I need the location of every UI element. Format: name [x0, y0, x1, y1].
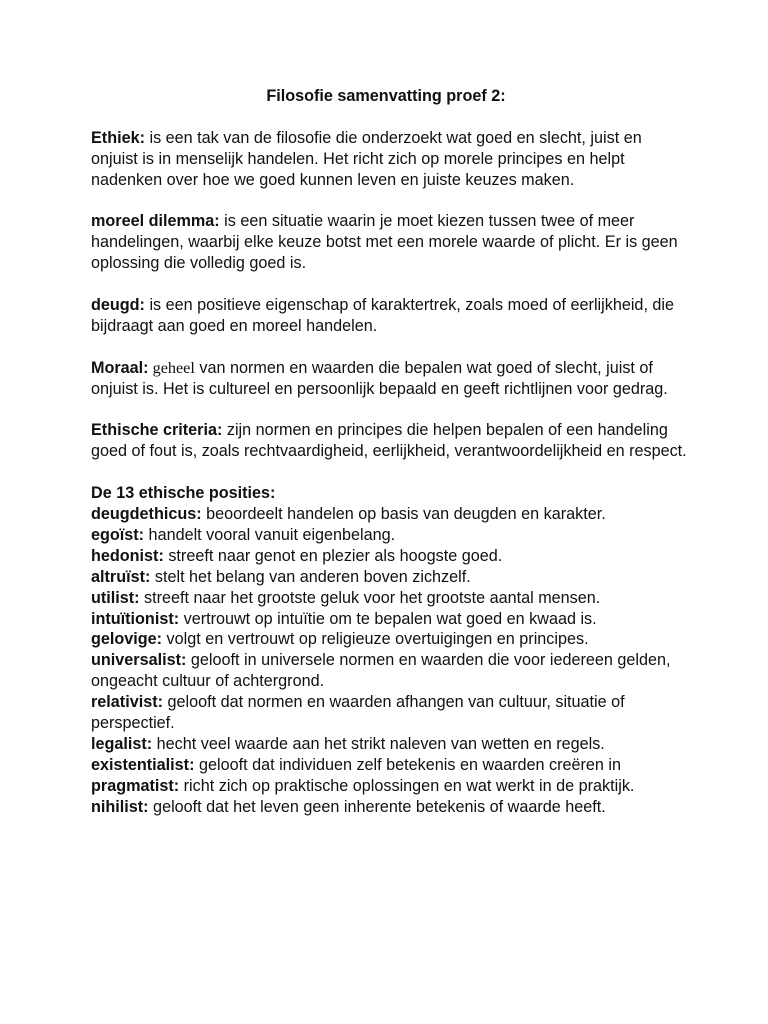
position-universalist	[91, 650, 691, 692]
position-gelovige	[91, 629, 691, 650]
position-term: hedonist:	[91, 546, 164, 565]
definition-serif-word: geheel	[148, 358, 195, 377]
position-text: gelooft dat normen en waarden afhangen van cultuur, situatie of perspectief.	[91, 693, 625, 733]
position-text: streeft naar het grootste geluk voor het grootste aantal mensen.	[139, 588, 601, 607]
position-altruist	[91, 567, 691, 588]
position-pragmatist	[91, 776, 691, 797]
position-term: existentialist:	[91, 755, 195, 774]
position-nihilist	[91, 797, 691, 818]
position-term: intuïtionist:	[91, 609, 180, 628]
definition-ethische-criteria	[91, 420, 691, 462]
definition-text: zijn normen en principes die helpen bepalen of een handeling goed of fout is, zoals rechtvaardigheid, eerlijkheid, verantwoordelijkheid en respect.	[91, 421, 687, 461]
position-text: gelooft in universele normen en waarden die voor iedereen gelden, ongeacht cultuur of achtergrond.	[91, 651, 671, 691]
position-hedonist	[91, 546, 691, 567]
definition-text: is een tak van de filosofie die onderzoekt wat goed en slecht, juist en onjuist is in menselijk handelen. Het richt zich op morele principes en helpt nadenken over hoe we goed kunnen leven en juiste keuzes maken.	[91, 128, 642, 189]
definition-term: Moraal:	[91, 358, 149, 377]
position-term: egoïst:	[91, 525, 145, 544]
positions-heading: De 13 ethische posities:	[91, 484, 276, 503]
definition-text: van normen en waarden die bepalen wat goed of slecht, juist of onjuist is. Het is cultureel en persoonlijk bepaald en geeft richtlijnen voor gedrag.	[91, 358, 668, 398]
position-text: handelt vooral vanuit eigenbelang.	[144, 525, 396, 544]
position-term: nihilist:	[91, 797, 149, 816]
position-term: utilist:	[91, 588, 140, 607]
position-deugdethicus	[91, 504, 691, 525]
position-text: gelooft dat het leven geen inherente betekenis of waarde heeft.	[148, 797, 606, 816]
position-term: legalist:	[91, 735, 153, 753]
position-text: streeft naar genot en plezier als hoogste goed.	[163, 546, 503, 565]
document-page	[91, 86, 691, 818]
position-text: volgt en vertrouwt op religieuze overtuigingen en principes.	[162, 630, 589, 649]
definition-term: deugd:	[91, 296, 145, 315]
document-title: Filosofie samenvatting proef 2:	[266, 87, 506, 105]
position-utilist	[91, 588, 691, 609]
position-term: pragmatist:	[91, 776, 180, 795]
position-text: vertrouwt op intuïtie om te bepalen wat goed en kwaad is.	[179, 609, 597, 628]
definition-term: moreel dilemma:	[91, 212, 220, 231]
position-existentialist	[91, 755, 691, 776]
position-term: universalist:	[91, 651, 187, 670]
definition-text: is een situatie waarin je moet kiezen tussen twee of meer handelingen, waarbij elke keuze botst met een morele waarde of plicht. Er is geen oplossing die volledig goed is.	[91, 212, 678, 273]
definition-ethiek	[91, 128, 691, 191]
position-relativist	[91, 692, 691, 734]
position-text: beoordeelt handelen op basis van deugden en karakter.	[201, 505, 606, 524]
definition-term: Ethiek:	[91, 128, 145, 147]
position-term: altruïst:	[91, 567, 151, 586]
positions-list	[91, 504, 691, 818]
position-term: relativist:	[91, 693, 163, 712]
position-egoist	[91, 525, 691, 546]
definition-moraal	[91, 358, 691, 400]
position-text: hecht veel waarde aan het strikt naleven van wetten en regels.	[152, 735, 605, 753]
definition-deugd	[91, 295, 691, 337]
definition-moreel-dilemma	[91, 211, 691, 274]
position-term: gelovige:	[91, 630, 163, 649]
definition-text: is een positieve eigenschap of karaktertrek, zoals moed of eerlijkheid, die bijdraagt aan goed en moreel handelen.	[91, 296, 675, 335]
position-text: gelooft dat individuen zelf betekenis en waarden creëren in	[194, 755, 622, 774]
position-legalist	[91, 734, 691, 755]
position-intuitionist	[91, 609, 691, 630]
position-text: richt zich op praktische oplossingen en wat werkt in de praktijk.	[179, 776, 635, 795]
definition-term: Ethische criteria:	[91, 421, 223, 440]
position-text: stelt het belang van anderen boven zichzelf.	[150, 567, 471, 586]
position-term: deugdethicus:	[91, 505, 202, 524]
